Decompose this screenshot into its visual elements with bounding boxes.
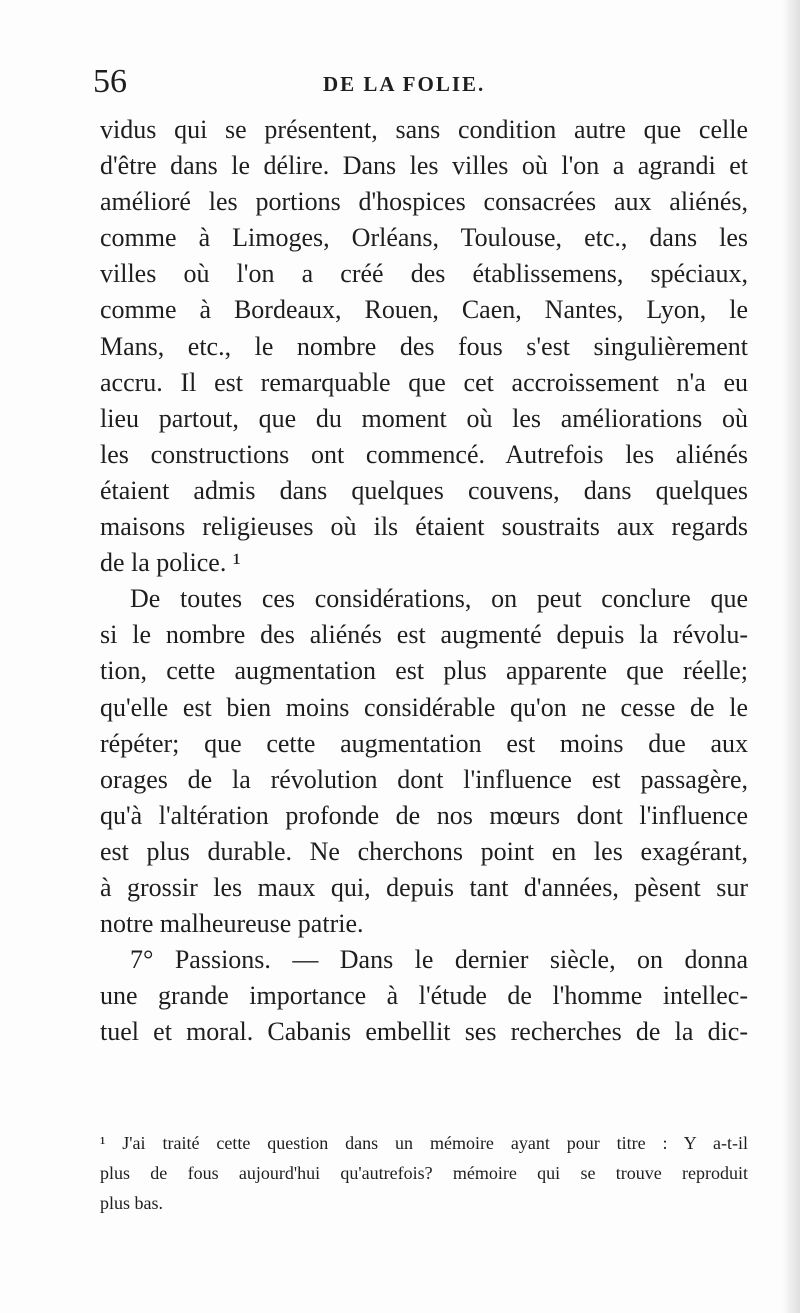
page-number: 56 bbox=[93, 63, 127, 100]
text-line: à grossir les maux qui, depuis tant d'années, pèsent sur bbox=[100, 872, 748, 902]
text-line: est plus durable. Ne cherchons point en les exagérant, bbox=[100, 836, 748, 866]
text-line: orages de la révolution dont l'influence est passagère, bbox=[100, 764, 748, 794]
text-line: amélioré les portions d'hospices consacrées aux aliénés, bbox=[100, 187, 748, 217]
footnote-line: ¹ J'ai traité cette question dans un mémoire ayant pour titre : Y a-t-il bbox=[100, 1133, 748, 1153]
text-line: qu'elle est bien moins considérable qu'on ne cesse de le bbox=[100, 692, 748, 722]
page-header bbox=[93, 60, 753, 104]
text-line: comme à Limoges, Orléans, Toulouse, etc., dans les bbox=[100, 223, 748, 253]
text-line: De toutes ces considérations, on peut conclure que bbox=[130, 584, 748, 614]
text-line: 7° Passions. — Dans le dernier siècle, on donna bbox=[130, 945, 748, 975]
text-line: si le nombre des aliénés est augmenté depuis la révolu- bbox=[100, 620, 748, 650]
text-line: lieu partout, que du moment où les améliorations où bbox=[100, 403, 748, 433]
text-line: tion, cette augmentation est plus apparente que réelle; bbox=[100, 656, 748, 686]
running-title: DE LA FOLIE. bbox=[323, 72, 486, 96]
main-text bbox=[100, 112, 748, 1050]
text-line: de la police. ¹ bbox=[100, 548, 241, 578]
text-line: une grande importance à l'étude de l'homme intellec- bbox=[100, 981, 748, 1011]
text-line: Mans, etc., le nombre des fous s'est singulièrement bbox=[100, 331, 748, 361]
text-line: maisons religieuses où ils étaient soustraits aux regards bbox=[100, 512, 748, 542]
page-edge-shadow bbox=[782, 0, 800, 1313]
footnote-line: plus bas. bbox=[100, 1193, 163, 1213]
footnote-line: plus de fous aujourd'hui qu'autrefois? mémoire qui se trouve reproduit bbox=[100, 1163, 748, 1183]
text-line: tuel et moral. Cabanis embellit ses recherches de la dic- bbox=[100, 1017, 748, 1047]
text-line: étaient admis dans quelques couvens, dans quelques bbox=[100, 475, 748, 505]
text-line: vidus qui se présentent, sans condition autre que celle bbox=[100, 115, 748, 144]
text-line: comme à Bordeaux, Rouen, Caen, Nantes, Lyon, le bbox=[100, 295, 748, 325]
text-line: villes où l'on a créé des établissemens, spéciaux, bbox=[100, 259, 748, 289]
text-line: notre malheureuse patrie. bbox=[100, 909, 364, 939]
footnotes bbox=[100, 1128, 748, 1218]
text-line: répéter; que cette augmentation est moins due aux bbox=[100, 728, 748, 758]
text-line: qu'à l'altération profonde de nos mœurs dont l'influence bbox=[100, 800, 748, 830]
text-line: d'être dans le délire. Dans les villes où l'on a agrandi et bbox=[100, 151, 748, 181]
text-line: accru. Il est remarquable que cet accroissement n'a eu bbox=[100, 367, 748, 397]
text-line: les constructions ont commencé. Autrefois les aliénés bbox=[100, 439, 748, 469]
